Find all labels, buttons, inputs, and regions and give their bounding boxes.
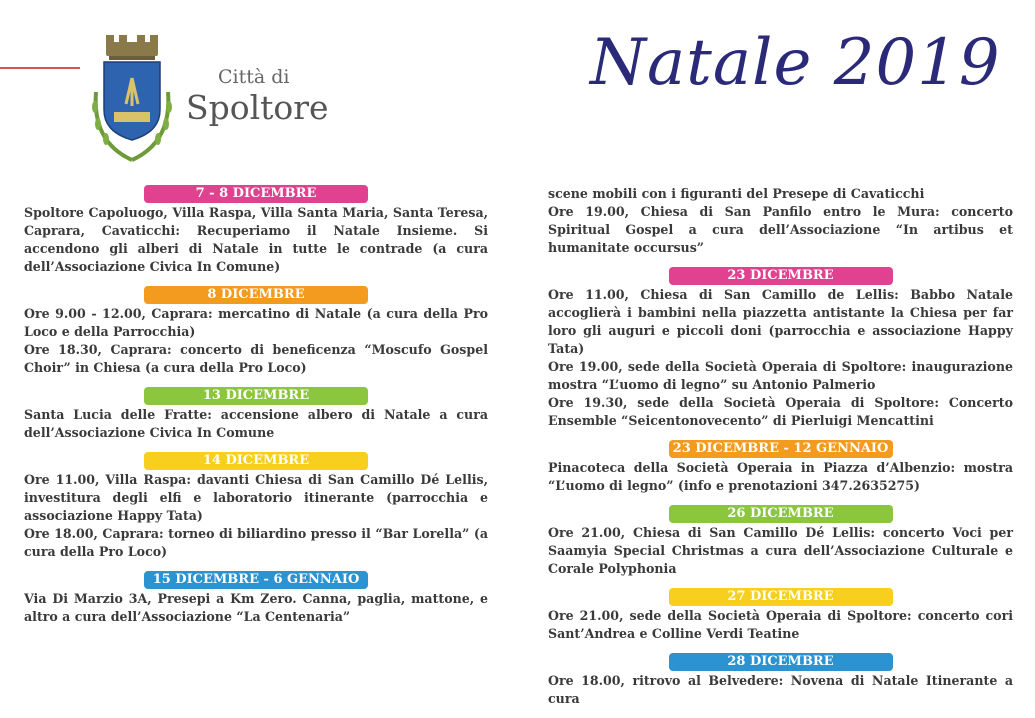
date-badge: 28 DICEMBRE [669,653,893,671]
event-text: Ore 21.00, Chiesa di San Camillo Dé Lellis: concerto Voci per Saamyia Special Christmas a cura dell’Associazione Culturale e Corale Polyphonia [548,525,1013,576]
event-text: Ore 19.00, Chiesa di San Panfilo entro le Mura: concerto Spiritual Gospel a cura dell’Associazione “In artibus et humanitate occursus” [548,204,1013,255]
date-badge: 23 DICEMBRE - 12 GENNAIO [669,440,893,458]
event-text: Ore 11.00, Villa Raspa: davanti Chiesa di San Camillo Dé Lellis, investitura degli elfi e laboratorio itinerante (parrocchia e associazione Happy Tata) [24,472,488,523]
city-name: Spoltore [186,88,329,127]
event-text: Ore 19.30, sede della Società Operaia di Spoltore: Concerto Ensemble “Seicentonovecento” di Pierluigi Mencattini [548,395,1013,428]
date-badge: 14 DICEMBRE [144,452,368,470]
date-badge: 15 DICEMBRE - 6 GENNAIO [144,571,368,589]
event-section [548,505,1013,578]
event-text: Ore 18.30, Caprara: concerto di beneficenza “Moscufo Gospel Choir” in Chiesa (a cura della Pro Loco) [24,342,488,375]
decorative-rule [0,67,80,69]
left-column [24,185,488,636]
event-text: Via Di Marzio 3A, Presepi a Km Zero. Canna, paglia, mattone, e altro a cura dell’Associazione “La Centenaria” [24,591,488,624]
event-section [548,185,1013,257]
event-section [548,440,1013,495]
event-section [24,185,488,276]
event-text: Ore 9.00 - 12.00, Caprara: mercatino di Natale (a cura della Pro Loco e della Parrocchia) [24,306,488,339]
event-text: Ore 18.00, Caprara: torneo di biliardino presso il “Bar Lorella” (a cura della Pro Loco) [24,526,488,559]
date-badge: 26 DICEMBRE [669,505,893,523]
event-text: Pinacoteca della Società Operaia in Piazza d’Albenzio: mostra “L’uomo di legno” (info e prenotazioni 347.2635275) [548,460,1013,493]
date-badge: 13 DICEMBRE [144,387,368,405]
event-section [548,267,1013,430]
event-section [548,588,1013,643]
date-badge: 7 - 8 DICEMBRE [144,185,368,203]
event-section [24,387,488,442]
coat-of-arms-icon [82,32,182,172]
date-badge: 27 DICEMBRE [669,588,893,606]
event-text: Santa Lucia delle Fratte: accensione albero di Natale a cura dell’Associazione Civica In Comune [24,407,488,440]
event-section [24,571,488,626]
date-badge: 8 DICEMBRE [144,286,368,304]
event-text: Ore 11.00, Chiesa di San Camillo de Lellis: Babbo Natale accoglierà i bambini nella piazzetta antistante la Chiesa per far loro gli auguri e piccoli doni (parrocchia e associazione Happy Tata) [548,287,1013,356]
event-section [548,653,1013,708]
event-text: Ore 21.00, sede della Società Operaia di Spoltore: concerto cori Sant’Andrea e Colline Verdi Teatine [548,608,1013,641]
event-section [24,286,488,377]
event-section [24,452,488,561]
city-label: Città di [218,66,290,88]
page-title: Natale 2019 [590,26,1001,100]
date-badge: 23 DICEMBRE [669,267,893,285]
right-column [548,185,1013,718]
event-text: Spoltore Capoluogo, Villa Raspa, Villa Santa Maria, Santa Teresa, Caprara, Cavaticchi: Recuperiamo il Natale Insieme. Si accendono gli alberi di Natale in tutte le contrade (a cura dell’Associazione Civica In Comune) [24,205,488,274]
event-text: scene mobili con i figuranti del Presepe di Cavaticchi [548,186,925,201]
event-text: Ore 18.00, ritrovo al Belvedere: Novena di Natale Itinerante a cura [548,673,1013,706]
event-text: Ore 19.00, sede della Società Operaia di Spoltore: inaugurazione mostra “L’uomo di legno” su Antonio Palmerio [548,359,1013,392]
